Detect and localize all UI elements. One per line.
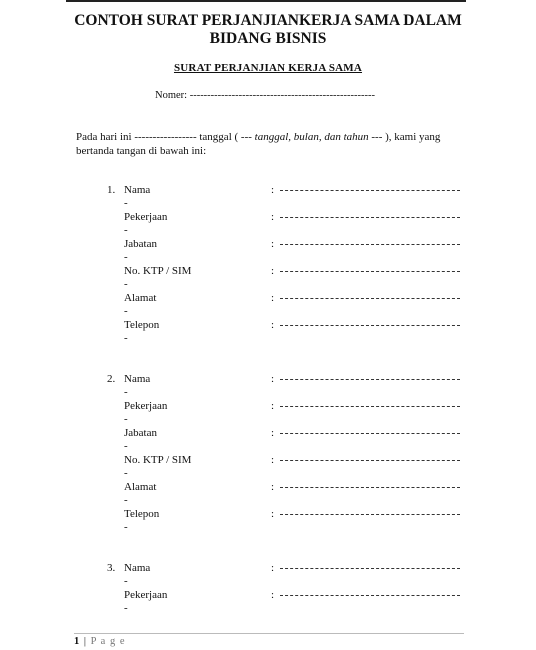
title-line-1: CONTOH SURAT PERJANJIANKERJA SAMA DALAM	[74, 12, 462, 29]
field-colon: :	[271, 562, 275, 574]
fill-in-line	[280, 433, 460, 434]
fill-in-line	[280, 568, 460, 569]
field-colon: :	[271, 400, 275, 412]
field-label: Jabatan	[124, 427, 157, 439]
fill-in-line	[280, 217, 460, 218]
fill-in-line	[280, 406, 460, 407]
field-row	[0, 319, 536, 346]
field-dash: -	[124, 575, 128, 587]
field-colon: :	[271, 427, 275, 439]
fill-in-line	[280, 487, 460, 488]
field-colon: :	[271, 319, 275, 331]
field-dash: -	[124, 332, 128, 344]
document-number: Nomer: -----------------------------------------------------	[155, 90, 376, 101]
intro-paragraph	[76, 130, 468, 158]
field-dash: -	[124, 467, 128, 479]
field-row	[0, 589, 536, 616]
document-title	[40, 12, 496, 48]
fill-in-line	[280, 514, 460, 515]
fill-in-line	[280, 325, 460, 326]
field-row	[0, 211, 536, 238]
field-dash: -	[124, 413, 128, 425]
field-dash: -	[124, 386, 128, 398]
field-row	[0, 481, 536, 508]
top-border-line	[66, 0, 466, 2]
field-dash: -	[124, 224, 128, 236]
field-label: Nama	[124, 184, 151, 196]
field-dash: -	[124, 251, 128, 263]
page-number: 1	[74, 636, 81, 647]
field-colon: :	[271, 184, 275, 196]
field-row	[0, 427, 536, 454]
field-label: Alamat	[124, 481, 157, 493]
field-row	[0, 508, 536, 535]
party-number: 3.	[107, 562, 116, 574]
fill-in-line	[280, 460, 460, 461]
document-subtitle: SURAT PERJANJIAN KERJA SAMA	[173, 62, 363, 74]
page-label: P a g e	[90, 636, 126, 647]
fill-in-line	[280, 190, 460, 191]
field-row	[0, 184, 536, 211]
field-colon: :	[271, 454, 275, 466]
field-row	[0, 265, 536, 292]
field-row	[0, 562, 536, 589]
field-row	[0, 400, 536, 427]
party-number: 2.	[107, 373, 116, 385]
field-label: Pekerjaan	[124, 589, 168, 601]
field-colon: :	[271, 373, 275, 385]
intro-text-2: --- ), kami yang bertanda tangan di bawah ini:	[76, 131, 441, 157]
intro-text-1: Pada hari ini ----------------- tanggal ( ---	[76, 131, 255, 143]
field-dash: -	[124, 278, 128, 290]
field-label: Telepon	[124, 508, 160, 520]
field-dash: -	[124, 602, 128, 614]
fill-in-line	[280, 595, 460, 596]
field-label: Jabatan	[124, 238, 157, 250]
field-colon: :	[271, 265, 275, 277]
title-line-2: BIDANG BISNIS	[209, 30, 327, 47]
field-row	[0, 454, 536, 481]
field-dash: -	[124, 305, 128, 317]
field-label: Telepon	[124, 319, 160, 331]
field-row	[0, 292, 536, 319]
intro-date-placeholder: tanggal, bulan, dan tahun	[254, 131, 369, 143]
field-label: No. KTP / SIM	[124, 265, 192, 277]
field-colon: :	[271, 589, 275, 601]
footer-separator: |	[80, 636, 91, 647]
footer-divider	[74, 633, 464, 634]
field-row	[0, 238, 536, 265]
field-row	[0, 373, 536, 400]
field-colon: :	[271, 481, 275, 493]
field-colon: :	[271, 211, 275, 223]
field-dash: -	[124, 494, 128, 506]
page-footer	[74, 636, 126, 647]
field-label: Pekerjaan	[124, 400, 168, 412]
field-colon: :	[271, 292, 275, 304]
field-dash: -	[124, 440, 128, 452]
fill-in-line	[280, 271, 460, 272]
fill-in-line	[280, 298, 460, 299]
field-label: Nama	[124, 373, 151, 385]
field-colon: :	[271, 508, 275, 520]
field-dash: -	[124, 521, 128, 533]
field-dash: -	[124, 197, 128, 209]
fill-in-line	[280, 379, 460, 380]
field-label: Nama	[124, 562, 151, 574]
field-label: Pekerjaan	[124, 211, 168, 223]
field-label: No. KTP / SIM	[124, 454, 192, 466]
party-number: 1.	[107, 184, 116, 196]
fill-in-line	[280, 244, 460, 245]
field-label: Alamat	[124, 292, 157, 304]
field-colon: :	[271, 238, 275, 250]
